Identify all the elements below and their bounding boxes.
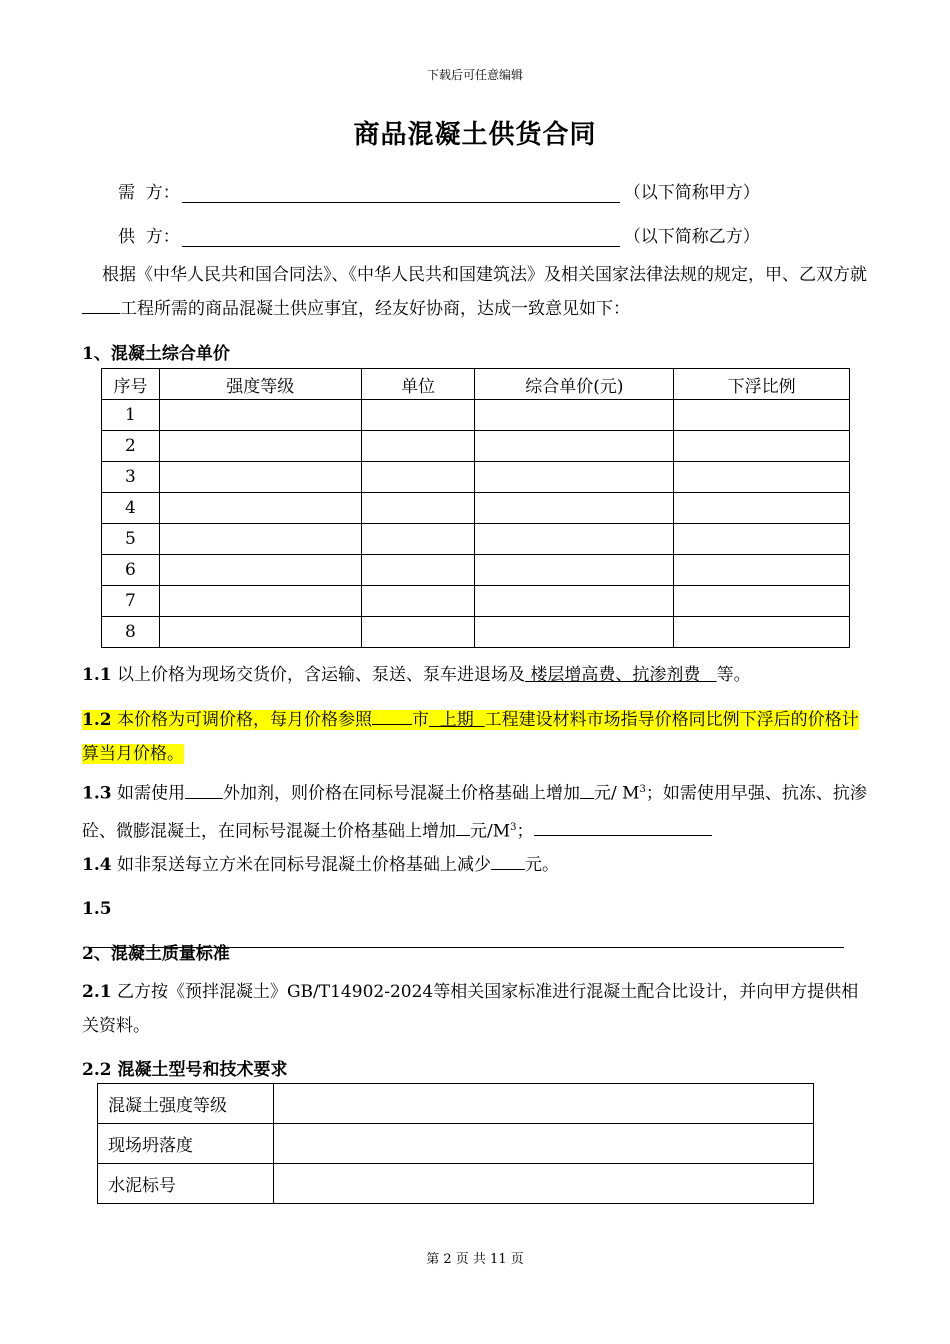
section-1-heading: 1、混凝土综合单价 [82,344,230,364]
table-cell[interactable] [475,524,674,555]
row-number: 5 [102,524,160,555]
buyer-name-blank[interactable] [182,184,620,203]
table-cell[interactable] [475,493,674,524]
table-cell[interactable] [361,431,475,462]
clause-number: 1.3 [82,783,112,804]
clause-text: 外加剂，则价格在同标号混凝土价格基础上增加 [222,783,580,804]
clause-text: 元/ M [593,783,640,804]
table-cell[interactable] [273,1124,813,1164]
price-blank[interactable] [456,819,470,836]
col-header: 综合单价(元) [475,369,674,400]
clause-text: 如非泵送每立方米在同标号混凝土价格基础上减少 [111,855,491,875]
intro-text-2: 工程所需的商品混凝土供应事宜，经友好协商，达成一致意见如下： [120,299,630,319]
table-cell[interactable] [475,586,674,617]
table-cell[interactable] [159,431,361,462]
table-cell[interactable] [361,617,475,648]
underlined-fill: 楼层增高费、抗渗剂费 [524,665,717,685]
page-footer: 第 2 页 共 11 页 [426,1252,524,1267]
table-cell[interactable] [674,617,850,648]
table-cell[interactable] [674,431,850,462]
intro-text-1: 根据《中华人民共和国合同法》、《中华人民共和国建筑法》及相关国家法律法规的规定，甲、乙双方就 [102,265,867,285]
clause-1-3 [82,773,868,848]
section-2-heading: 2、混凝土质量标准 [82,944,230,964]
buyer-row [118,178,760,203]
underlined-fill: 上期 [428,710,485,730]
table-cell[interactable] [674,462,850,493]
col-header: 序号 [102,369,160,400]
clause-number: 1.2 [82,710,112,730]
table-cell[interactable] [674,586,850,617]
supplier-name-blank[interactable] [182,228,620,247]
clause-number: 1.1 [82,665,112,685]
table-cell[interactable] [475,431,674,462]
table-cell[interactable] [361,400,475,431]
table-cell[interactable] [273,1164,813,1204]
clause-number: 1.4 [82,855,112,875]
row-number: 7 [102,586,160,617]
clause-2-2-heading: 2.2 混凝土型号和技术要求 [82,1060,288,1080]
clause-text: 如需使用 [111,783,185,804]
clause-number: 1.5 [82,899,112,919]
clause-1-1 [82,658,868,692]
row-number: 1 [102,400,160,431]
supplier-label: 供 方： [118,227,180,247]
price-blank[interactable] [580,782,594,799]
table-row [102,462,850,493]
clause-text: ；如需使用早强、抗冻、抗渗砼、微膨混凝土，在同标号混凝土价格基础上增加 [82,783,867,842]
clause-text: 等。 [716,665,751,685]
col-header: 单位 [361,369,475,400]
table-cell[interactable] [674,555,850,586]
table-row [102,555,850,586]
clause-text: 乙方按《预拌混凝土》GB/T14902-2024等相关国家标准进行混凝土配合比设计，并向甲方提供相关资料。 [82,982,859,1036]
header-note: 下载后可任意编辑 [426,68,523,82]
table-cell[interactable] [159,555,361,586]
row-number: 4 [102,493,160,524]
col-header: 下浮比例 [674,369,850,400]
table-row [102,524,850,555]
table-cell[interactable] [475,400,674,431]
clause-text: 元。 [524,855,559,875]
clause-number: 2.1 [82,982,112,1002]
superscript: 3 [510,821,517,833]
table-cell[interactable] [159,493,361,524]
clause-text: 市 [411,710,429,730]
table-row [102,431,850,462]
unit-price-table [101,368,850,648]
table-cell[interactable] [475,462,674,493]
spec-label: 现场坍落度 [98,1124,274,1164]
table-header-row [102,369,850,400]
table-cell[interactable] [159,462,361,493]
deduction-blank[interactable] [491,853,525,870]
table-cell[interactable] [361,462,475,493]
table-cell[interactable] [159,400,361,431]
clause-2-1 [82,975,868,1043]
clause-text: 本价格为可调价格，每月价格参照 [111,710,372,730]
buyer-label: 需 方： [118,183,180,203]
table-cell[interactable] [674,493,850,524]
spec-label: 混凝土强度等级 [98,1084,274,1124]
contract-title: 商品混凝土供货合同 [353,120,597,150]
col-header: 强度等级 [159,369,361,400]
table-row [98,1164,814,1204]
table-row [102,617,850,648]
buyer-suffix: （以下简称甲方） [623,183,760,203]
table-cell[interactable] [361,524,475,555]
project-name-blank[interactable] [82,297,120,314]
row-number: 8 [102,617,160,648]
row-number: 3 [102,462,160,493]
table-cell[interactable] [475,617,674,648]
table-row [102,400,850,431]
row-number: 6 [102,555,160,586]
additive-blank[interactable] [185,782,223,799]
table-cell[interactable] [674,400,850,431]
table-cell[interactable] [159,617,361,648]
table-cell[interactable] [273,1084,813,1124]
table-row [102,493,850,524]
table-row [98,1124,814,1164]
table-cell[interactable] [159,524,361,555]
intro-paragraph [82,258,868,326]
supplier-suffix: （以下简称乙方） [623,227,760,247]
clause-text: ； [516,821,534,842]
supplier-row [118,222,760,247]
clause-text: 元/M [470,821,511,842]
extra-blank[interactable] [534,819,712,836]
clause-1-4 [82,848,868,882]
spec-label: 水泥标号 [98,1164,274,1204]
table-row [98,1084,814,1124]
table-cell[interactable] [361,555,475,586]
clause-1-2 [82,703,868,771]
table-row [102,586,850,617]
city-blank[interactable] [372,708,412,725]
clause-text: 工程建设材料市场指导价格同比例下浮后的价格计算当月价格。 [82,710,859,764]
table-cell[interactable] [475,555,674,586]
table-cell[interactable] [159,586,361,617]
spec-table [97,1083,814,1204]
table-cell[interactable] [361,586,475,617]
table-cell[interactable] [361,493,475,524]
clause-text: 以上价格为现场交货价，含运输、泵送、泵车进退场及 [111,665,525,685]
superscript: 3 [639,784,646,795]
row-number: 2 [102,431,160,462]
table-cell[interactable] [674,524,850,555]
